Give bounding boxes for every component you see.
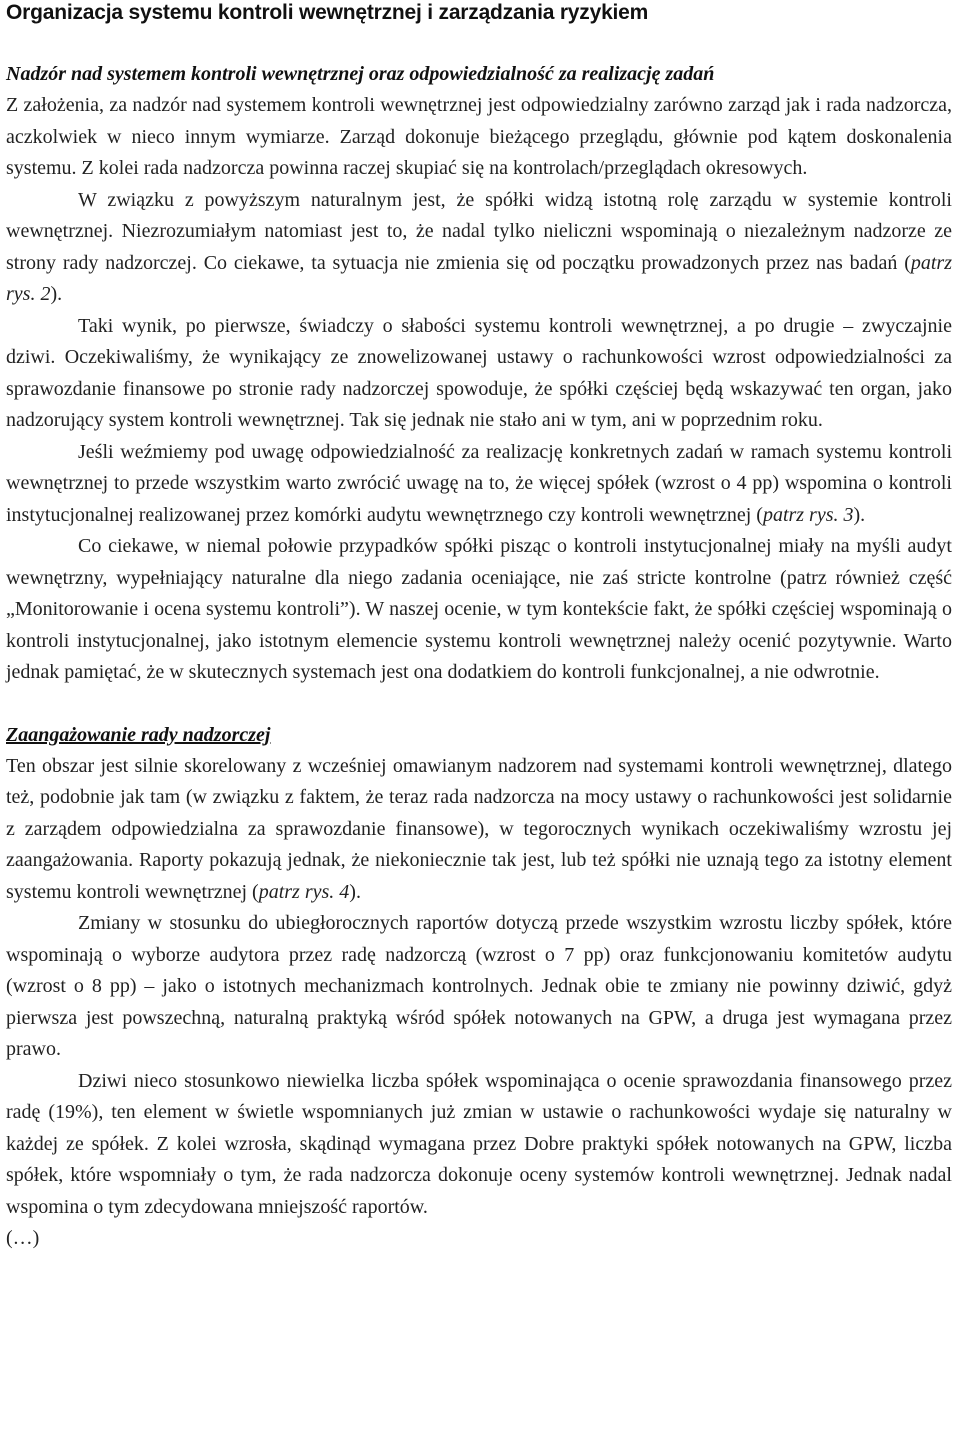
paragraph-text: ). bbox=[853, 503, 866, 526]
section-supervisory-board bbox=[6, 720, 952, 1255]
paragraph-text: Ten obszar jest silnie skorelowany z wcześniej omawianym nadzorem nad systemami kontroli wewnętrznej, dlatego też, podobnie jak tam (w związku z faktem, że teraz rada nadzorcza na mocy ustawy o rachunkowości jest solidarnie z zarządem odpowiedzialna za sprawozdanie finansowe), w tegorocznych wynikach oczekiwaliśmy wzrostu jej zaangażowania. Raporty pokazują jednak, że niekoniecznie tak jest, lub też spółki nie uznają tego za istotny element systemu kontroli wewnętrznej ( bbox=[6, 754, 952, 903]
paragraph bbox=[6, 437, 952, 532]
figure-reference: patrz rys. 2 bbox=[6, 251, 952, 305]
section-heading: Nadzór nad systemem kontroli wewnętrznej oraz odpowiedzialność za realizację zadań bbox=[6, 63, 715, 85]
paragraph-text: Dziwi nieco stosunkowo niewielka liczba spółek wspominająca o ocenie sprawozdania finansowego przez radę (19%), ten element w świetle wspomnianych już zmian w ustawie o rachunkowości wydaje się naturalny w każdej ze spółek. Z kolei wzrosła, skądinąd wymagana przez Dobre praktyki spółek notowanych na GPW, liczba spółek, które wspomniały o tym, że rada nadzorcza dokonuje oceny systemów kontroli wewnętrznej. Jednak nadal wspomina o tym zdecydowana mniejszość raportów. bbox=[6, 1069, 952, 1218]
paragraph-text: Zmiany w stosunku do ubiegłorocznych raportów dotyczą przede wszystkim wzrostu liczby spółek, które wspominają o wyborze audytora przez radę nadzorczą (wzrost o 7 pp) oraz funkcjonowaniu komitetów audytu (wzrost o 8 pp) – jako o istotnych mechanizmach kontrolnych. Jednak obie te zmiany nie powinny dziwić, gdyż pierwsza jest powszechną, naturalną praktyką wśród spółek notowanych na GPW, a druga jest wymagana przez prawo. bbox=[6, 912, 952, 1060]
section-heading: Zaangażowanie rady nadzorczej bbox=[6, 723, 271, 746]
paragraph bbox=[6, 90, 952, 185]
paragraph-text: Taki wynik, po pierwsze, świadczy o słabości systemu kontroli wewnętrznej, a po drugie – zwyczajnie dziwi. Oczekiwaliśmy, że wynikający ze znowelizowanej ustawy o rachunkowości wzrost odpowiedzialności za sprawozdanie finansowe po stronie rady nadzorczej spowoduje, że spółki częściej będą wskazywać ten organ, jako nadzorujący system kontroli wewnętrznej. Tak się jednak nie stało ani w tym, ani w poprzednim roku. bbox=[6, 314, 952, 431]
paragraph-text: Co ciekawe, w niemal połowie przypadków spółki pisząc o kontroli instytucjonalnej miały na myśli audyt wewnętrzny, wypełniający naturalne dla niego zadania oceniające, nie zaś stricte kontrolne (patrz również część „Monitorowanie i ocena systemu kontroli”). W naszej ocenie, w tym kontekście fakt, że spółki częściej wspominają o kontroli instytucjonalnej, jako istotnym elemencie systemu kontroli wewnętrznej należy ocenić pozytywnie. Warto jednak pamiętać, że w skutecznych systemach jest ona dodatkiem do kontroli funkcjonalnej, a nie odwrotnie. bbox=[6, 535, 952, 683]
paragraph bbox=[6, 751, 952, 909]
paragraph-text: ). bbox=[349, 880, 361, 903]
paragraph bbox=[6, 1066, 952, 1224]
paragraph bbox=[6, 908, 952, 1066]
paragraph-text: W związku z powyższym naturalnym jest, że spółki widzą istotną rolę zarządu w systemie kontroli wewnętrznej. Niezrozumiałym natomiast jest to, że nadal tylko nieliczni wspominają o niezależnym nadzorze ze strony rady nadzorczej. Co ciekawe, ta sytuacja nie zmienia się od początku prowadzonych przez nas badań ( bbox=[6, 188, 952, 274]
paragraph-text: Z założenia, za nadzór nad systemem kontroli wewnętrznej jest odpowiedzialny zarówno zarząd jak i rada nadzorcza, aczkolwiek w nieco innym wymiarze. Zarząd dokonuje bieżącego przeglądu, głównie pod kątem doskonalenia systemu. Z kolei rada nadzorcza powinna raczej skupiać się na kontrolach/przeglądach okresowych. bbox=[6, 94, 952, 179]
document-page bbox=[0, 1, 960, 1255]
paragraph bbox=[6, 531, 952, 689]
paragraph-text: ). bbox=[50, 283, 63, 305]
figure-reference: patrz rys. 3 bbox=[762, 503, 854, 526]
figure-reference: patrz rys. 4 bbox=[258, 880, 350, 903]
continuation-marker: (…) bbox=[6, 1227, 40, 1249]
paragraph-text: Jeśli weźmiemy pod uwagę odpowiedzialność za realizację konkretnych zadań w ramach systemu kontroli wewnętrznej to przede wszystkim warto zwrócić uwagę na to, że więcej spółek (wzrost o 4 pp) wspomina o kontroli instytucjonalnej realizowanej przez komórki audytu wewnętrznego czy kontroli wewnętrznej ( bbox=[6, 440, 952, 526]
section-oversight bbox=[6, 59, 952, 689]
paragraph bbox=[6, 311, 952, 437]
document-title: Organizacja systemu kontroli wewnętrznej i zarządzania ryzykiem bbox=[6, 1, 649, 24]
paragraph bbox=[6, 185, 952, 311]
